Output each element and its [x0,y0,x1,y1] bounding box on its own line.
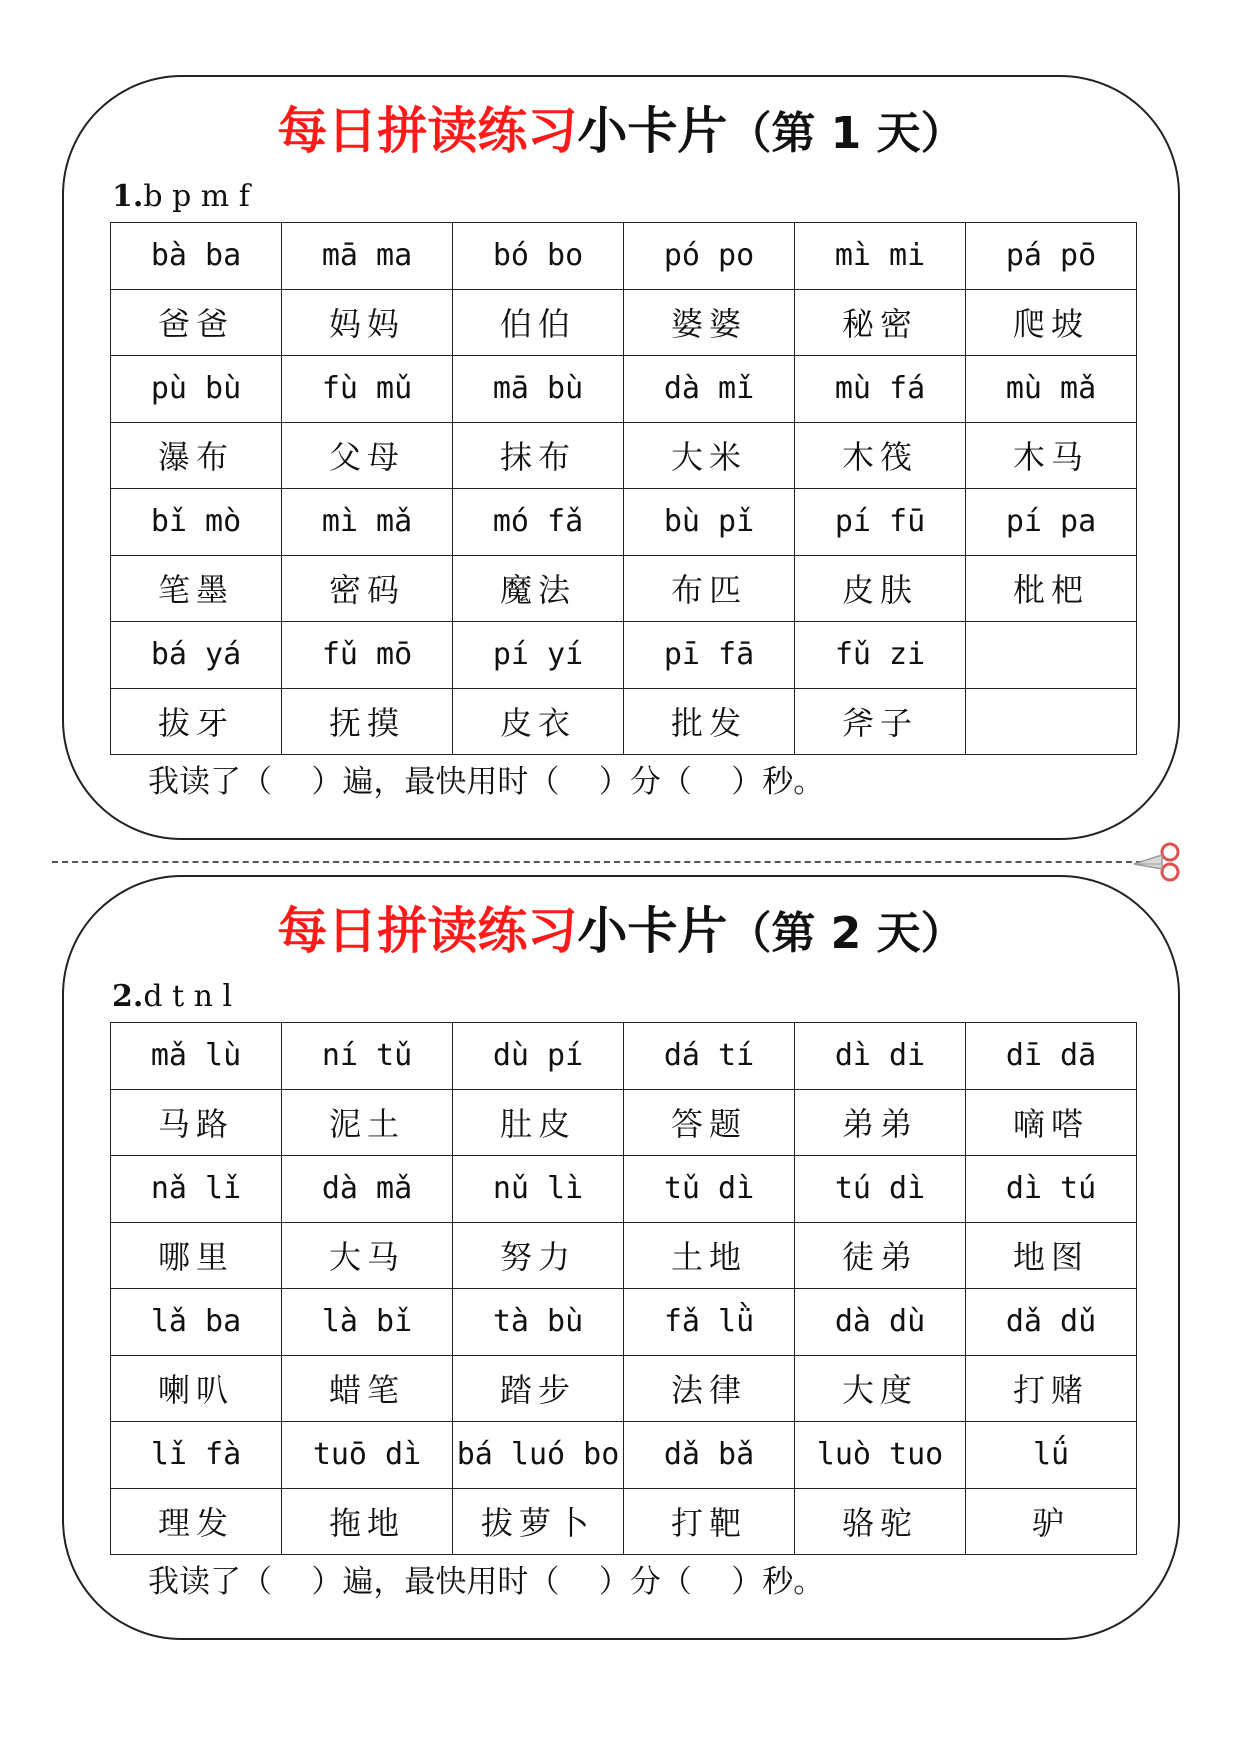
pinyin-cell: dà dù [795,1289,966,1356]
pinyin-row [111,489,1137,556]
pinyin-cell: nǔ lì [453,1156,624,1223]
pinyin-grid [110,222,1137,755]
pinyin-cell: tà bù [453,1289,624,1356]
practice-card-day-2 [62,875,1180,1640]
hanzi-row [111,1355,1137,1422]
hanzi-cell: 爬坡 [966,289,1137,356]
pinyin-cell: bǐ mò [111,489,282,556]
hanzi-cell: 魔法 [453,555,624,622]
pinyin-row [111,223,1137,290]
hanzi-cell: 抹布 [453,422,624,489]
hanzi-cell: 大米 [624,422,795,489]
pinyin-cell: bù pǐ [624,489,795,556]
pinyin-cell: tú dì [795,1156,966,1223]
hanzi-cell: 努力 [453,1222,624,1289]
section-number: 1. [112,179,144,214]
hanzi-cell: 妈妈 [282,289,453,356]
hanzi-cell: 斧子 [795,688,966,755]
pinyin-cell: mó fǎ [453,489,624,556]
hanzi-cell: 打靶 [624,1488,795,1555]
pinyin-cell: fǔ mō [282,622,453,689]
pinyin-row [111,1156,1137,1223]
hanzi-cell: 木马 [966,422,1137,489]
hanzi-cell: 踏步 [453,1355,624,1422]
card-title-black: 小卡片 [577,901,728,960]
practice-card-day-1 [62,75,1180,840]
day-label: （第 1 天） [727,108,965,159]
pinyin-cell: nǎ lǐ [111,1156,282,1223]
hanzi-cell: 大马 [282,1222,453,1289]
hanzi-cell: 泥土 [282,1089,453,1156]
hanzi-row [111,688,1137,755]
hanzi-cell: 打赌 [966,1355,1137,1422]
pinyin-cell: pí fū [795,489,966,556]
pinyin-cell: bà ba [111,223,282,290]
hanzi-cell: 法律 [624,1355,795,1422]
hanzi-cell: 徒弟 [795,1222,966,1289]
pinyin-cell: tuō dì [282,1422,453,1489]
card-title-red: 每日拼读练习 [277,101,578,160]
reading-record: 我读了（ ）遍，最快用时（ ）分（ ）秒。 [148,1564,825,1600]
pinyin-cell: dà mǎ [282,1156,453,1223]
pinyin-cell: tǔ dì [624,1156,795,1223]
pinyin-cell: pù bù [111,356,282,423]
pinyin-cell: dù pí [453,1023,624,1090]
pinyin-cell: mì mǎ [282,489,453,556]
hanzi-cell: 地图 [966,1222,1137,1289]
pinyin-cell: dì tú [966,1156,1137,1223]
pinyin-cell: dà mǐ [624,356,795,423]
hanzi-cell: 皮衣 [453,688,624,755]
hanzi-cell: 批发 [624,688,795,755]
pinyin-cell: luò tuo [795,1422,966,1489]
pinyin-cell [966,622,1137,689]
hanzi-row [111,1488,1137,1555]
hanzi-cell: 枇杷 [966,555,1137,622]
card-title-red: 每日拼读练习 [277,901,578,960]
section-number: 2. [112,979,144,1014]
section-heading [112,177,250,217]
pinyin-row [111,1289,1137,1356]
pinyin-cell: ní tǔ [282,1023,453,1090]
hanzi-cell: 秘密 [795,289,966,356]
pinyin-cell: fǎ lǜ [624,1289,795,1356]
hanzi-cell: 理发 [111,1488,282,1555]
hanzi-cell: 土地 [624,1222,795,1289]
section-heading [112,977,232,1017]
pinyin-cell: pó po [624,223,795,290]
pinyin-cell: mā ma [282,223,453,290]
hanzi-cell: 哪里 [111,1222,282,1289]
pinyin-cell: mù fá [795,356,966,423]
day-label: （第 2 天） [727,908,965,959]
pinyin-cell: dī dā [966,1023,1137,1090]
pinyin-cell: pī fā [624,622,795,689]
pinyin-cell: lǐ fà [111,1422,282,1489]
reading-record: 我读了（ ）遍，最快用时（ ）分（ ）秒。 [148,764,825,800]
hanzi-cell: 笔墨 [111,555,282,622]
cut-line [52,861,1152,863]
hanzi-cell: 布匹 [624,555,795,622]
hanzi-cell: 弟弟 [795,1089,966,1156]
pinyin-cell: lǘ [966,1422,1137,1489]
hanzi-cell: 肚皮 [453,1089,624,1156]
hanzi-cell: 大度 [795,1355,966,1422]
hanzi-cell: 蜡笔 [282,1355,453,1422]
hanzi-cell: 抚摸 [282,688,453,755]
hanzi-cell: 嘀嗒 [966,1089,1137,1156]
pinyin-cell: pí pa [966,489,1137,556]
hanzi-cell: 马路 [111,1089,282,1156]
hanzi-cell: 拖地 [282,1488,453,1555]
hanzi-cell: 拔牙 [111,688,282,755]
pinyin-cell: dì di [795,1023,966,1090]
hanzi-row [111,555,1137,622]
hanzi-row [111,289,1137,356]
hanzi-cell: 喇叭 [111,1355,282,1422]
hanzi-cell: 父母 [282,422,453,489]
hanzi-cell: 木筏 [795,422,966,489]
pinyin-cell: bá luó bo [453,1422,624,1489]
pinyin-cell: pí yí [453,622,624,689]
pinyin-cell: mǎ lù [111,1023,282,1090]
pinyin-cell: bá yá [111,622,282,689]
hanzi-cell: 瀑布 [111,422,282,489]
pinyin-cell: fǔ zi [795,622,966,689]
hanzi-cell [966,688,1137,755]
hanzi-cell: 拔萝卜 [453,1488,624,1555]
pinyin-row [111,1422,1137,1489]
pinyin-cell: dá tí [624,1023,795,1090]
hanzi-cell: 驴 [966,1488,1137,1555]
hanzi-cell: 答题 [624,1089,795,1156]
card-title-black: 小卡片 [577,101,728,160]
hanzi-cell: 密码 [282,555,453,622]
scissors-icon [1130,840,1186,884]
pinyin-row [111,356,1137,423]
hanzi-row [111,1222,1137,1289]
pinyin-cell: lǎ ba [111,1289,282,1356]
pinyin-row [111,622,1137,689]
pinyin-cell: mì mi [795,223,966,290]
pinyin-cell: fù mǔ [282,356,453,423]
pinyin-grid [110,1022,1137,1555]
hanzi-cell: 伯伯 [453,289,624,356]
pinyin-cell: bó bo [453,223,624,290]
pinyin-cell: pá pō [966,223,1137,290]
pinyin-cell: dǎ bǎ [624,1422,795,1489]
pinyin-cell: mā bù [453,356,624,423]
hanzi-cell: 皮肤 [795,555,966,622]
pinyin-row [111,1023,1137,1090]
section-letters: d t n l [143,979,233,1014]
card-title [64,99,1178,166]
pinyin-cell: mù mǎ [966,356,1137,423]
pinyin-cell: là bǐ [282,1289,453,1356]
hanzi-row [111,422,1137,489]
card-title [64,899,1178,966]
hanzi-cell: 骆驼 [795,1488,966,1555]
hanzi-cell: 婆婆 [624,289,795,356]
hanzi-cell: 爸爸 [111,289,282,356]
pinyin-cell: dǎ dǔ [966,1289,1137,1356]
section-letters: b p m f [143,179,250,214]
hanzi-row [111,1089,1137,1156]
